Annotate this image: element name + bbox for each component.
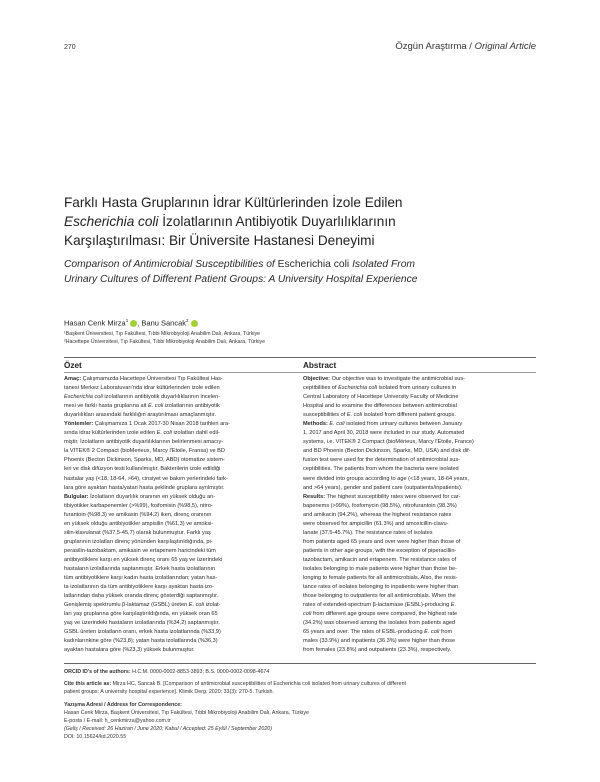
text-line: latlarından daha yüksek oranda direnç gösterdiği saptanmıştır. bbox=[64, 593, 219, 600]
text-line: (34.2%) was observed among the isolates from patients aged bbox=[303, 620, 456, 627]
affiliation-2: ²Hacettepe Üniversitesi, Tıp Fakültesi, Tıbbi Mikrobiyoloji Anabilim Dalı, Ankara, Türkiye bbox=[64, 339, 265, 345]
text-line: miştir. İzolatların antibiyotik duyarlılıklarının belirlenmesi amacıy- bbox=[64, 439, 224, 446]
text-line: were divided into groups according to age (<18 years, 18-64 years, bbox=[303, 475, 469, 482]
page-number: 270 bbox=[64, 44, 76, 51]
text-line: and >64 years), gender and patient care (outpatients/inpatients). bbox=[303, 484, 463, 491]
text-line: Phoenix (Becton Dickinson, Sparks, MD, ABD) otomatize sistem- bbox=[64, 457, 225, 464]
text-line: gruplarının izolatları direnç yönünden karşılaştırıldığında, pi- bbox=[64, 538, 213, 545]
ozet-heading: Özet bbox=[64, 361, 82, 370]
orcid-label: ORCID ID's of the authors: bbox=[64, 669, 131, 675]
text-line: patients in other age groups, with the exception of piperacillin- bbox=[303, 547, 457, 554]
text-line: furantoin (%98,3) ve amikasin (%94,2) iken, direnç oranının bbox=[64, 511, 212, 518]
text-line: tüm antibiyotiklere karşı kadın hasta izolatlarından; yatan has- bbox=[64, 575, 218, 582]
text-line: Genişlemiş spektrumlu β-laktamaz (GSBL) üreten E. coli izolat- bbox=[64, 602, 221, 609]
text-line: were observed for ampicillin (61.3%) and amoxicillin-clavu- bbox=[303, 520, 449, 527]
text-line: ceptibilities of Escherichia coli isolated from urinary cultures in bbox=[303, 385, 457, 392]
text-line: lanate (37.5-45.7%). The resistance rates of isolates bbox=[303, 529, 433, 536]
correspondence-label bbox=[64, 701, 536, 709]
correspondence-name: Hasan Cenk Mirza, Başkent Üniversitesi, Tıp Fakültesi, Tıbbi Mikrobiyoloji Anabilim Dalı, Ankara, Türkiye bbox=[64, 709, 309, 716]
text-line: rates of extended-spectrum β-lactamase (ESBL)-producing E. bbox=[303, 602, 457, 609]
affiliation-1: ¹Başkent Üniversitesi, Tıp Fakültesi, Tıbbi Mikrobiyoloji Anabilim Dalı, Ankara, Türkiye bbox=[64, 331, 261, 337]
text-line: tance rates of isolates belonging to inpatients were higher than bbox=[303, 584, 459, 591]
article-title-tr bbox=[64, 193, 534, 250]
text-line: hastalar yaş (<18, 18-64, >64), cinsiyet ve bakım yerlerindeki fark- bbox=[64, 475, 228, 482]
text-line: susceptibilities of E. coli isolated from different patient groups. bbox=[303, 412, 456, 419]
text-line: Central Laboratory of Hacettepe University Faculty of Medicine bbox=[303, 394, 459, 401]
text-line: ayaktan hastalara göre (%23,3) yüksek bulunmuştur. bbox=[64, 647, 195, 654]
cite-text-1: Mirza HC, Sancak B. [Comparison of antimicrobial susceptibilities of Escherichia coli isolated from urinary cultures of different bbox=[111, 681, 406, 688]
section-divider-bottom bbox=[64, 372, 536, 373]
author-1-sup: 1 bbox=[125, 318, 129, 323]
en-title-line-1 bbox=[64, 258, 544, 273]
text-line: antibiyotiklere karşı en yüksek direnç oranı 65 yaş ve üzerindeki bbox=[64, 556, 223, 563]
text-line: systems, i.e. VITEK® 2 Compact (bioMérieux, Marcy l'Etoile, France) bbox=[303, 439, 474, 446]
title-line-3: Karşılaştırılması: Bir Üniversite Hastanesi Deneyimi bbox=[64, 233, 375, 248]
text-line: 1, 2017 and April 30, 2018 were included in our study. Automated bbox=[303, 430, 465, 437]
doi-line[interactable]: DOI: 10.15624/kd.2020.55 bbox=[64, 734, 127, 741]
footer-block bbox=[64, 668, 536, 742]
author-1: Hasan Cenk Mirza bbox=[64, 318, 126, 328]
text-line: GSBL üreten izolatların oranı, erkek hasta izolatlarında (%33,9) bbox=[64, 629, 221, 636]
en-title-part1: Comparison of Antimicrobial Susceptibilities of bbox=[64, 259, 278, 270]
text-line: Methods: E. coli isolated from urinary cultures between January bbox=[303, 421, 463, 428]
text-line: bapenems (>99%), fosfomycin (98.5%), nitrofurantoin (98.3%) bbox=[303, 502, 457, 509]
en-title-line-2: Urinary Cultures of Different Patient Groups: A University Hospital Experience bbox=[64, 273, 418, 285]
text-line: tanesi Merkez Laboratuvarı'nda idrar kültürlerinden izole edilen bbox=[64, 385, 220, 392]
text-line: ları yaş gruplarına göre karşılaştırıldığında, en yüksek oran 65 bbox=[64, 611, 218, 618]
author-separator: , bbox=[137, 318, 142, 328]
en-title-organism: Escherichia coli bbox=[277, 259, 350, 270]
author-list bbox=[64, 318, 198, 328]
title-line-2 bbox=[64, 212, 534, 231]
article-type-label bbox=[395, 41, 536, 52]
text-line: Objective: Our objective was to investigate the antimicrobial sus- bbox=[303, 376, 465, 382]
text-line: Yöntemler: Çalışmamıza 1 Ocak 2017-30 Nisan 2018 tarihleri ara- bbox=[64, 421, 231, 428]
section-divider-top bbox=[64, 357, 536, 358]
text-line: and BD Phoenix (Becton Dickinson, Sparks, MD, USA) and disk dif- bbox=[303, 448, 471, 455]
text-line: those belonging to outpatients for all antimicrobials. When the bbox=[303, 593, 456, 600]
text-line: coli from different age groups were compared, the highest rate bbox=[303, 611, 458, 618]
title-organism: Escherichia coli bbox=[64, 214, 159, 229]
text-line: and amikacin (94.2%), whereas the highest resistance rates bbox=[303, 511, 452, 518]
cite-label: Cite this article as: bbox=[64, 681, 112, 688]
text-line: Bulgular: İzolatların duyarlılık oranının en yüksek olduğu an- bbox=[64, 493, 216, 500]
orcid-line bbox=[64, 668, 536, 676]
orcid-value: H.C.M. 0000-0002-8853-3893; B.S. 0000-0002-0098-4674 bbox=[130, 669, 270, 675]
text-line: tazobactam, amikacin and ertapenem. The resistance rates of bbox=[303, 556, 457, 563]
author-2: Banu Sancak bbox=[141, 318, 187, 328]
text-line: kadınlarınkine göre (%23,8); yatan hasta izolatlarında (%36,3) bbox=[64, 638, 218, 645]
article-type-tr: Özgün Araştırma / bbox=[395, 41, 472, 52]
article-type-en: Original Article bbox=[474, 41, 536, 52]
text-line: en yüksek olduğu antibiyotikler ampisilin (%61,3) ve amoksi- bbox=[64, 520, 214, 527]
author-2-sup: 2 bbox=[186, 318, 189, 323]
correspondence-email[interactable]: E-posta / E-mail: h_cenkmirza@yahoo.com.tr bbox=[64, 718, 171, 725]
abstract-body bbox=[303, 375, 535, 655]
text-line: la VITEK® 2 Compact (bioMerieux, Marcy l'Etoile, Fransa) ve BD bbox=[64, 448, 225, 455]
text-line: hastaların izolatlarında saptanmıştır. Erkek hasta izolatlarının bbox=[64, 565, 216, 572]
text-line: yaş ve üzerindeki hastaların izolatlarında (%34,2) saptanmıştır. bbox=[64, 620, 220, 627]
text-line: mesi ve farklı hasta gruplarına ait E. coli izolatlarının antibiyotik bbox=[64, 403, 220, 410]
text-line: duyarlılıkları arasındaki farklılığın araştırılması amaçlanmıştır. bbox=[64, 412, 217, 419]
text-line: longing to female patients for all antimicrobials. Also, the resis- bbox=[303, 575, 458, 582]
text-line: silin-klavulanat (%37,5-45,7) olarak bulunmuştur. Farklı yaş bbox=[64, 529, 211, 536]
text-line: ceptibilities. The patients from whom the bacteria were isolated bbox=[303, 466, 459, 473]
orcid-icon[interactable] bbox=[191, 320, 198, 327]
cite-line-1 bbox=[64, 680, 536, 688]
received-accepted-dates bbox=[64, 725, 536, 733]
text-line: perasilin-tazobaktam, amikasin ve ertapenem haricindeki tüm bbox=[64, 547, 216, 554]
dates-text: (Geliş / Received: 26 Haziran / June 2020; Kabul / Accepted: 25 Eylül / September 2020) bbox=[64, 726, 272, 733]
text-line: males (33.9%) and inpatients (36.3%) were higher than those bbox=[303, 638, 456, 645]
text-line: Amaç: Çalışmamızda Hacettepe Üniversitesi Tıp Fakültesi Has- bbox=[64, 376, 223, 382]
ozet-body bbox=[64, 375, 296, 655]
text-line: Escherichia coli izolatlarının antibiyotik duyarlılıklarının incelen- bbox=[64, 394, 221, 401]
correspondence-label-text: Yazışma Adresi / Address for Correspondence: bbox=[64, 701, 182, 708]
text-line: tibiyotikler karbapenemler (>%99), fosfomisin (%98,5), nitro- bbox=[64, 502, 213, 509]
text-line: ta izolatlarının da tüm antibiyotiklere karşı ayaktan hasta izo- bbox=[64, 584, 214, 591]
article-title-en bbox=[64, 258, 544, 287]
text-line: sında idrar kültürlerinden izole edilen E. coli izolatları dahil edil- bbox=[64, 430, 220, 437]
text-line: isolates belonging to male patients were higher than those be- bbox=[303, 565, 457, 572]
abstract-heading: Abstract bbox=[303, 361, 337, 370]
text-line: from females (23.8%) and outpatients (23.3%), respectively. bbox=[303, 647, 452, 654]
text-line: lara göre ayaktan hasta/yatan hasta şeklinde gruplara ayrılmıştır. bbox=[64, 484, 225, 491]
text-line: 65 years and over. The rates of ESBL-producing E. coli from bbox=[303, 629, 453, 636]
text-line: Hospital and to examine the differences between antimicrobial bbox=[303, 403, 457, 410]
footer-divider bbox=[64, 663, 536, 664]
text-line: from patients aged 65 years and over were higher than those of bbox=[303, 538, 461, 545]
en-title-part2: Isolated From bbox=[349, 259, 416, 270]
text-line: leri ve disk difüzyon testi kullanılmıştır. Bakterilerin izole edildiği bbox=[64, 466, 221, 473]
title-line-1: Farklı Hasta Gruplarının İdrar Kültürlerinden İzole Edilen bbox=[64, 195, 403, 210]
text-line: fusion test were used for the determination of antimicrobial sus- bbox=[303, 457, 461, 464]
title-line-2-rest: İzolatlarının Antibiyotik Duyarlılıklarının bbox=[158, 214, 396, 229]
text-line: Results: The highest susceptibility rates were observed for car- bbox=[303, 493, 461, 500]
cite-line-2: patient groups: A university hospital experience]. Klimik Derg. 2020; 33(3): 270-5. Turkish. bbox=[64, 689, 274, 696]
